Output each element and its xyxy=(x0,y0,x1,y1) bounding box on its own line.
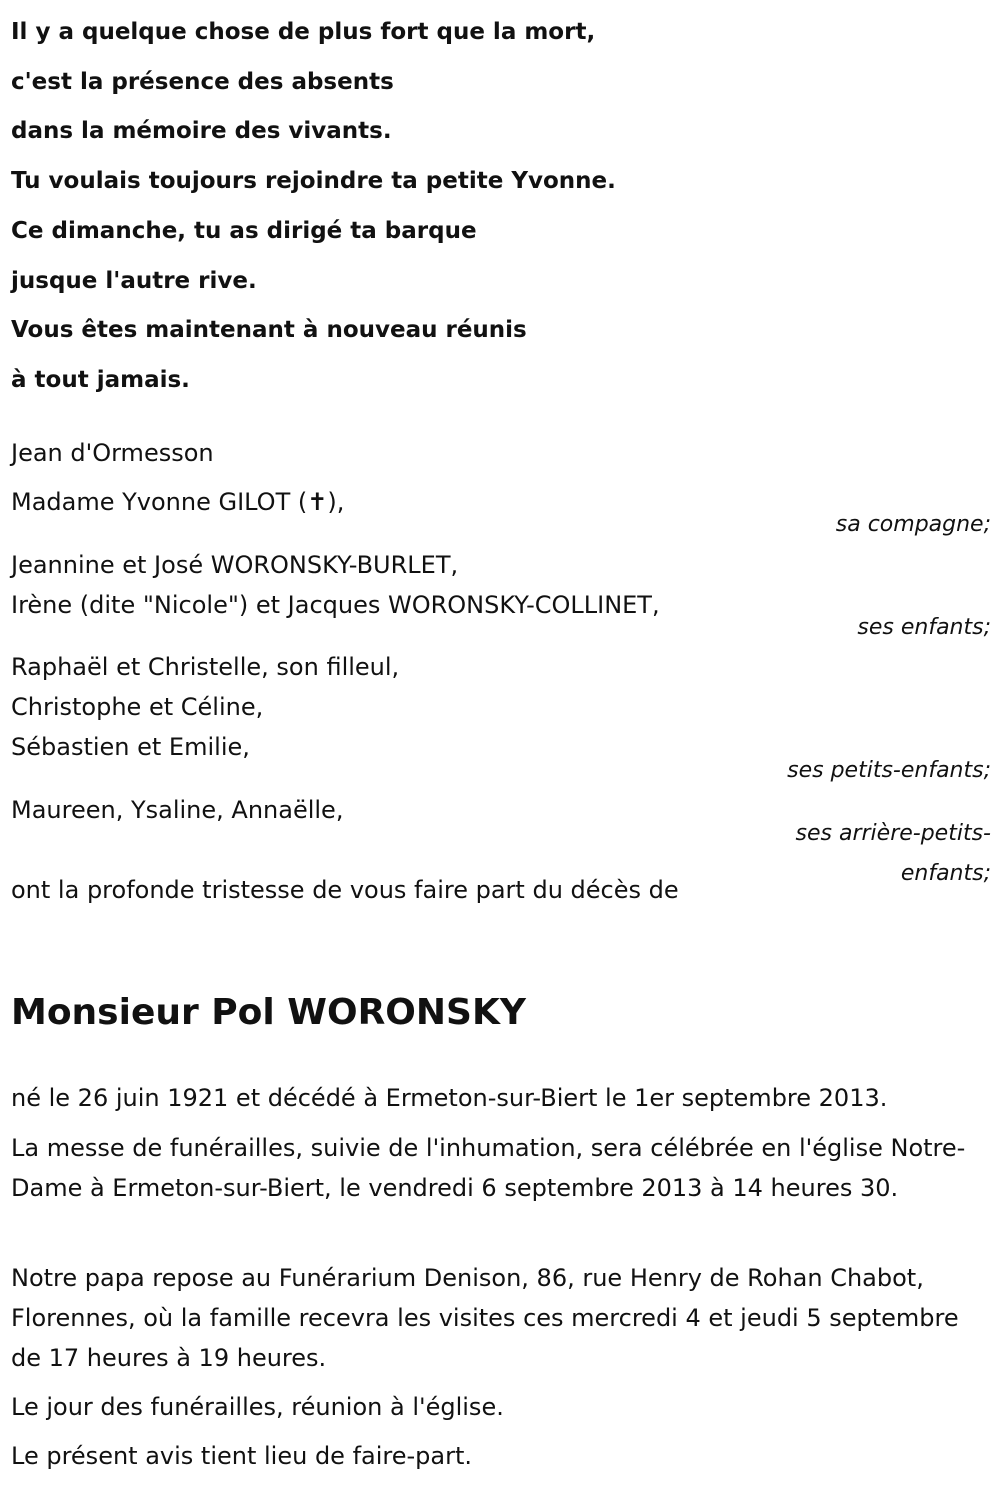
child-name: Jeannine et José WORONSKY-BURLET, xyxy=(11,551,459,579)
great-grandchildren-role-line: ses arrière-petits- xyxy=(795,821,991,846)
poem-line: Il y a quelque chose de plus fort que la mort, xyxy=(11,19,596,45)
children-names xyxy=(11,545,660,625)
announcement-text: ont la profonde tristesse de vous faire part du décès de xyxy=(11,876,679,904)
companion-role: sa compagne; xyxy=(835,512,991,537)
grandchildren-names xyxy=(11,647,399,767)
birth-death-paragraph: né le 26 juin 1921 et décédé à Ermeton-sur-Biert le 1er septembre 2013. xyxy=(11,1084,888,1112)
great-grandchildren-names xyxy=(11,790,343,830)
grandchild-name: Raphaël et Christelle, son filleul, xyxy=(11,653,400,681)
companion-names xyxy=(11,482,344,522)
great-grandchildren-role-line: enfants; xyxy=(900,861,991,886)
grandchild-name: Christophe et Céline, xyxy=(11,693,264,721)
deceased-name: Monsieur Pol WORONSKY xyxy=(11,992,526,1033)
poem-line: Tu voulais toujours rejoindre ta petite Yvonne. xyxy=(11,168,616,195)
poem-line: dans la mémoire des vivants. xyxy=(11,118,392,145)
grandchild-name: Sébastien et Emilie, xyxy=(11,733,250,761)
children-role: ses enfants; xyxy=(857,615,991,640)
visitation-paragraph: Notre papa repose au Funérarium Denison, 86, rue Henry de Rohan Chabot, Florennes, où la famille recevra les visites ces mercredi 4 et jeudi 5 septembre de 17 heures à 19 heures. xyxy=(11,1264,959,1372)
poem-line: Vous êtes maintenant à nouveau réunis xyxy=(11,317,527,344)
notice-paragraph: Le présent avis tient lieu de faire-part. xyxy=(11,1442,473,1470)
poem-line: à tout jamais. xyxy=(11,366,190,393)
poem-line: Ce dimanche, tu as dirigé ta barque xyxy=(11,217,477,244)
child-name: Irène (dite "Nicole") et Jacques WORONSKY-COLLINET, xyxy=(11,591,660,619)
funeral-mass-paragraph: La messe de funérailles, suivie de l'inhumation, sera célébrée en l'église Notre-Dame à Ermeton-sur-Biert, le vendredi 6 septembre 2013 à 14 heures 30. xyxy=(11,1134,966,1202)
great-grandchild-name: Maureen, Ysaline, Annaëlle, xyxy=(11,796,344,824)
great-grandchildren-role xyxy=(796,814,991,894)
meeting-paragraph: Le jour des funérailles, réunion à l'église. xyxy=(11,1393,504,1421)
poem xyxy=(11,8,616,406)
companion-name: Madame Yvonne GILOT (✝), xyxy=(11,488,345,516)
poem-line: jusque l'autre rive. xyxy=(11,267,257,294)
poem-author: Jean d'Ormesson xyxy=(11,439,214,467)
poem-line: c'est la présence des absents xyxy=(11,68,394,95)
grandchildren-role: ses petits-enfants; xyxy=(787,758,991,783)
